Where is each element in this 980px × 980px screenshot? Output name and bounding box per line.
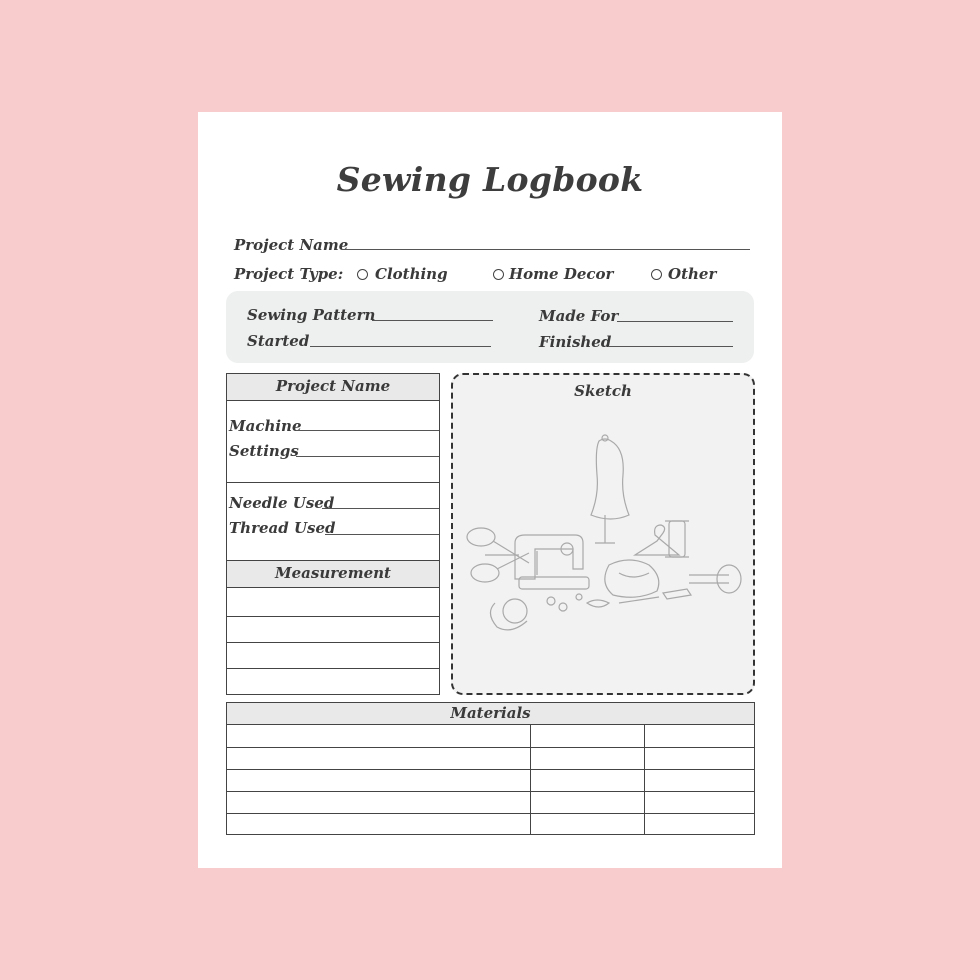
settings-label: Settings xyxy=(229,442,299,460)
other-option-label: Other xyxy=(668,265,717,283)
project-name-label: Project Name xyxy=(234,236,349,254)
other-radio[interactable] xyxy=(651,269,662,280)
finished-field[interactable] xyxy=(608,346,733,347)
sewing-pattern-field[interactable] xyxy=(372,320,493,321)
table-column-line xyxy=(644,725,645,834)
project-name-field[interactable] xyxy=(342,249,750,250)
home-decor-radio[interactable] xyxy=(493,269,504,280)
measurement-row-line[interactable] xyxy=(227,616,439,617)
home-decor-option-label: Home Decor xyxy=(509,265,614,283)
made-for-field[interactable] xyxy=(617,321,733,322)
sewing-pattern-label: Sewing Pattern xyxy=(247,306,376,324)
sewing-tools-illustration-icon xyxy=(459,425,749,635)
needle-used-field[interactable] xyxy=(322,508,439,509)
materials-header: Materials xyxy=(227,703,754,725)
settings-field[interactable] xyxy=(296,456,439,457)
clothing-radio[interactable] xyxy=(357,269,368,280)
sketch-area[interactable] xyxy=(451,373,755,695)
project-type-label: Project Type: xyxy=(234,265,344,283)
table-row-line[interactable] xyxy=(227,813,754,814)
section-divider xyxy=(227,482,439,483)
info-panel xyxy=(226,291,754,363)
sketch-label: Sketch xyxy=(574,382,632,400)
needle-used-label: Needle Used xyxy=(229,494,335,512)
measurement-row-line[interactable] xyxy=(227,642,439,643)
page-title: Sewing Logbook xyxy=(336,160,644,199)
clothing-option-label: Clothing xyxy=(375,265,448,283)
started-label: Started xyxy=(247,332,310,350)
table-row-line[interactable] xyxy=(227,791,754,792)
project-name-header: Project Name xyxy=(227,374,439,401)
thread-used-field[interactable] xyxy=(325,534,439,535)
table-row-line[interactable] xyxy=(227,769,754,770)
made-for-label: Made For xyxy=(539,307,619,325)
measurement-row-line[interactable] xyxy=(227,668,439,669)
thread-used-label: Thread Used xyxy=(229,519,336,537)
machine-field[interactable] xyxy=(296,430,439,431)
started-field[interactable] xyxy=(310,346,491,347)
finished-label: Finished xyxy=(539,333,612,351)
machine-label: Machine xyxy=(229,417,302,435)
table-column-line xyxy=(530,725,531,834)
measurement-header: Measurement xyxy=(227,561,439,588)
table-row-line[interactable] xyxy=(227,747,754,748)
